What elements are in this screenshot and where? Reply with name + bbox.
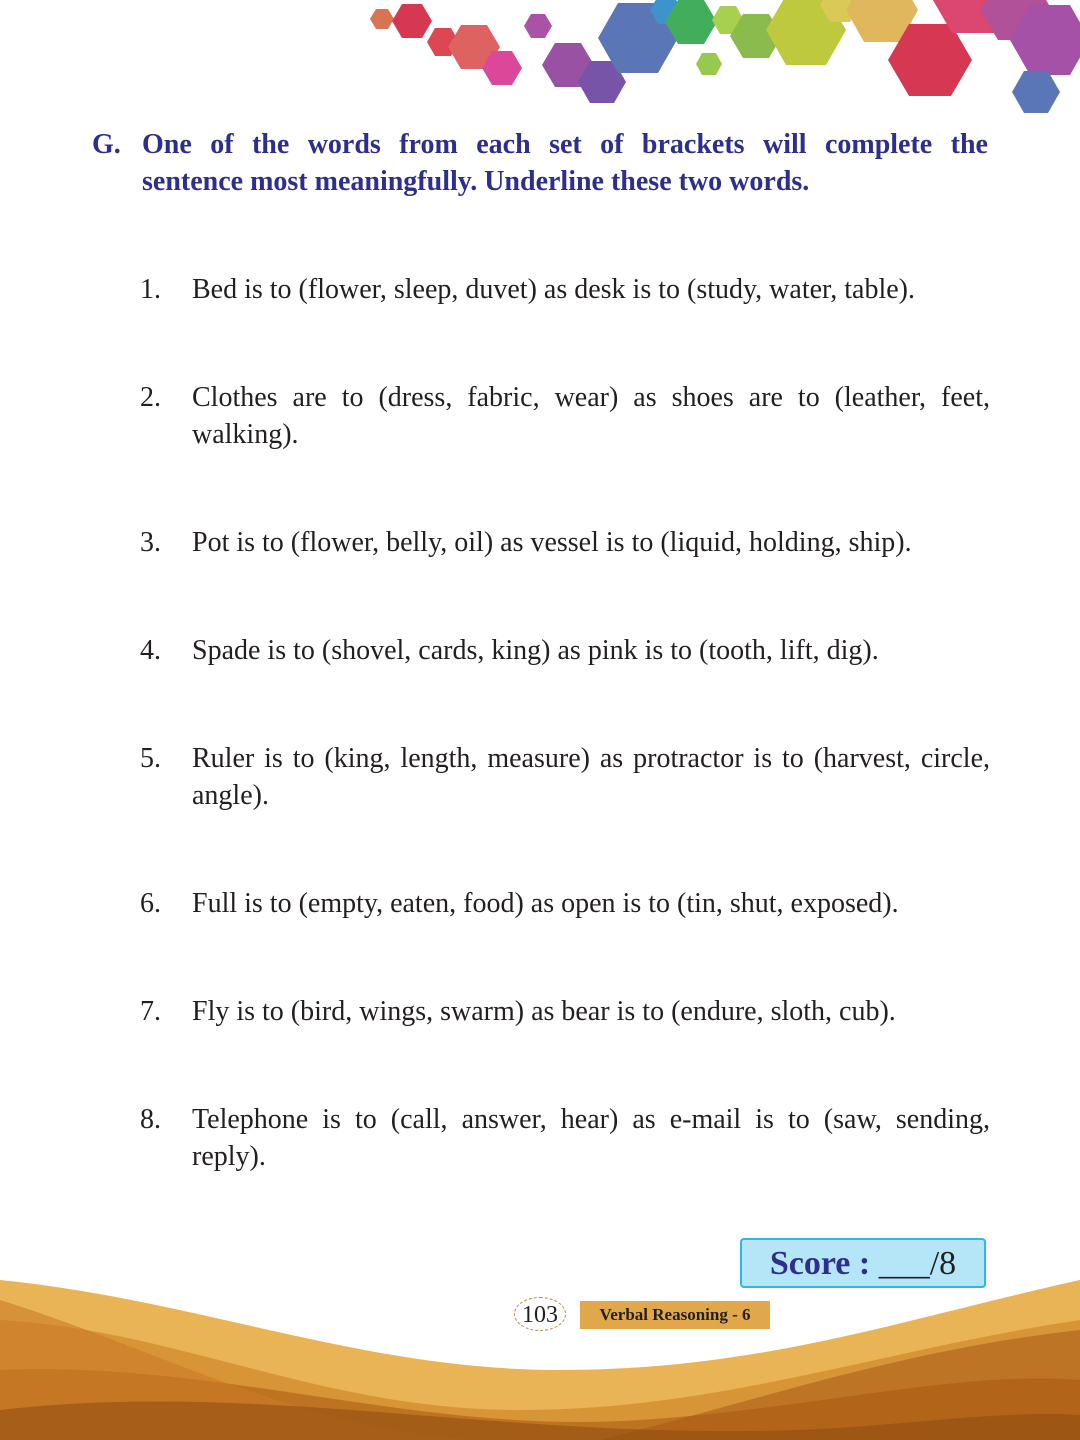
score-box [740,1238,986,1288]
question-5 [140,740,990,814]
question-text: Fly is to (bird, wings, swarm) as bear is to (endure, sloth, cub). [192,996,896,1027]
question-6 [140,885,990,922]
question-number: 6. [140,888,161,919]
question-text-line-2: angle). [192,780,269,811]
question-3 [140,524,990,561]
question-number: 1. [140,274,161,305]
question-number: 3. [140,527,161,558]
question-2 [140,379,990,453]
question-number: 2. [140,382,161,413]
question-7 [140,993,990,1030]
question-text: Spade is to (shovel, cards, king) as pink is to (tooth, lift, dig). [192,635,879,666]
question-number: 8. [140,1104,161,1135]
score-label: Score : [769,1245,871,1282]
book-title-tag: Verbal Reasoning - 6 [580,1301,770,1329]
instruction-line-1: One of the words from each set of brackets will complete the [142,129,988,160]
instruction [92,126,988,200]
question-text-line-2: walking). [192,419,299,450]
question-text: Full is to (empty, eaten, food) as open is to (tin, shut, exposed). [192,888,899,919]
hexagon-decoration [0,0,1080,130]
question-4 [140,632,990,669]
question-number: 4. [140,635,161,666]
score-blank: ___/8 [878,1245,957,1282]
question-text-line-1: Telephone is to (call, answer, hear) as e-mail is to (saw, sending, [192,1104,990,1135]
question-text-line-1: Clothes are to (dress, fabric, wear) as shoes are to (leather, feet, [192,382,990,413]
question-text-line-1: Ruler is to (king, length, measure) as protractor is to (harvest, circle, [192,743,990,774]
question-text: Bed is to (flower, sleep, duvet) as desk is to (study, water, table). [192,274,915,305]
instruction-line-2: sentence most meaningfully. Underline these two words. [142,166,810,197]
question-text: Pot is to (flower, belly, oil) as vessel is to (liquid, holding, ship). [192,527,912,558]
question-8 [140,1101,990,1175]
question-1 [140,271,990,308]
section-letter: G. [92,129,121,160]
question-text-line-2: reply). [192,1141,266,1172]
question-number: 5. [140,743,161,774]
question-number: 7. [140,996,161,1027]
page-number: 103 [514,1297,566,1331]
